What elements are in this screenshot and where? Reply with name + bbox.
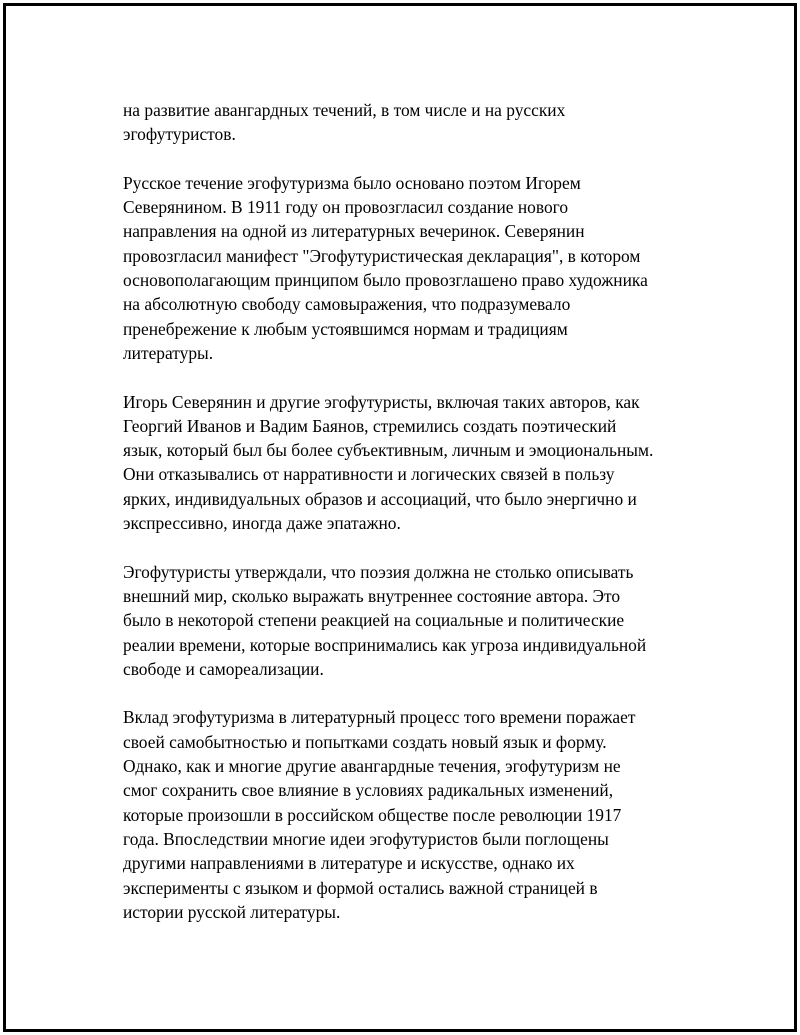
- text-line: эгофутуристов.: [123, 124, 236, 145]
- paragraph: [123, 171, 703, 365]
- text-line: другими направлениями в литературе и искусстве, однако их: [123, 853, 575, 874]
- text-line: провозгласил манифест "Эгофутуристическая декларация", в котором: [123, 245, 641, 266]
- text-line: внешний мир, сколько выражать внутреннее состояние автора. Это: [123, 585, 621, 606]
- text-line: своей самобытностью и попытками создать новый язык и форму.: [123, 731, 607, 752]
- text-line: реалии времени, которые воспринимались как угроза индивидуальной: [123, 634, 647, 655]
- document-body: [123, 98, 703, 948]
- text-line: Они отказывались от нарративности и логических связей в пользу: [123, 464, 615, 485]
- text-line: Игорь Северянин и другие эгофутуристы, включая таких авторов, как: [123, 391, 640, 412]
- text-line: смог сохранить свое влияние в условиях радикальных изменений,: [123, 780, 614, 801]
- text-line: было в некоторой степени реакцией на социальные и политические: [123, 610, 625, 631]
- text-line: Однако, как и многие другие авангардные течения, эгофутуризм не: [123, 756, 621, 777]
- text-line: которые произошли в российском обществе после революции 1917: [123, 804, 622, 825]
- text-line: Русское течение эгофутуризма было основано поэтом Игорем: [123, 172, 581, 193]
- paragraph: [123, 390, 703, 536]
- text-line: пренебрежение к любым устоявшимся нормам и традициям: [123, 318, 568, 339]
- text-line: на развитие авангардных течений, в том числе и на русских: [123, 100, 566, 120]
- text-line: эксперименты с языком и формой остались важной страницей в: [123, 877, 598, 898]
- text-line: истории русской литературы.: [123, 901, 341, 922]
- text-line: Эгофутуристы утверждали, что поэзия должна не столько описывать: [123, 561, 634, 582]
- text-line: литературы.: [123, 342, 214, 363]
- page-frame: [3, 3, 797, 1032]
- text-line: экспрессивно, иногда даже эпатажно.: [123, 513, 401, 534]
- text-line: ярких, индивидуальных образов и ассоциаций, что было энергично и: [123, 488, 637, 509]
- text-line: Георгий Иванов и Вадим Баянов, стремились создать поэтический: [123, 415, 617, 436]
- paragraph: [123, 98, 703, 147]
- text-line: на абсолютную свободу самовыражения, что подразумевало: [123, 294, 571, 315]
- text-line: основополагающим принципом было провозглашено право художника: [123, 270, 648, 291]
- text-line: направления на одной из литературных вечеринок. Северянин: [123, 221, 585, 242]
- paragraph: [123, 705, 703, 924]
- text-line: Вклад эгофутуризма в литературный процесс того времени поражает: [123, 707, 636, 728]
- text-line: язык, который был бы более субъективным, личным и эмоциональным.: [123, 440, 654, 461]
- paragraph: [123, 560, 703, 681]
- text-line: свободе и самореализации.: [123, 658, 324, 679]
- text-line: Северянином. В 1911 году он провозгласил создание нового: [123, 197, 569, 218]
- text-line: года. Впоследствии многие идеи эгофутуристов были поглощены: [123, 828, 609, 849]
